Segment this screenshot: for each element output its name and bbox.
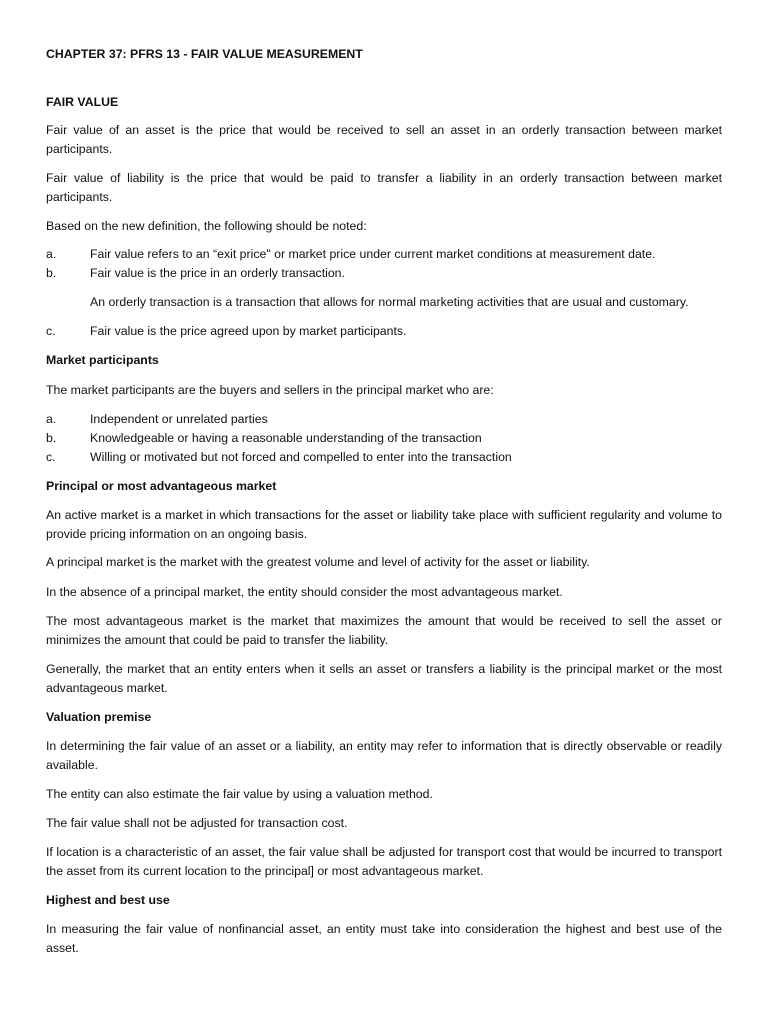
paragraph: If location is a characteristic of an asset, the fair value shall be adjusted for transport cost that would be incurred to transport the asset from its current location to the principal] or most advantageous market. <box>46 845 722 878</box>
page-title: CHAPTER 37: PFRS 13 - FAIR VALUE MEASUREMENT <box>46 47 363 61</box>
list-marker: a. <box>46 412 57 426</box>
paragraph: The market participants are the buyers and sellers in the principal market who are: <box>46 383 494 397</box>
list-marker: c. <box>46 324 56 338</box>
paragraph: A principal market is the market with the greatest volume and level of activity for the asset or liability. <box>46 555 590 569</box>
list-text: Willing or motivated but not forced and compelled to enter into the transaction <box>90 450 512 464</box>
list-text: Independent or unrelated parties <box>90 412 268 426</box>
paragraph: Fair value of liability is the price that would be paid to transfer a liability in an orderly transaction between market participants. <box>46 171 722 204</box>
list-marker: a. <box>46 247 57 261</box>
paragraph: Generally, the market that an entity enters when it sells an asset or transfers a liability is the principal market or the most advantageous market. <box>46 662 722 695</box>
section-heading-highest-best-use: Highest and best use <box>46 893 170 907</box>
list-text: Fair value is the price agreed upon by market participants. <box>90 324 407 338</box>
list-marker: b. <box>46 431 57 445</box>
paragraph: In the absence of a principal market, the entity should consider the most advantageous market. <box>46 585 563 599</box>
list-text: Fair value refers to an “exit price" or market price under current market conditions at measurement date. <box>90 247 656 261</box>
paragraph: The entity can also estimate the fair value by using a valuation method. <box>46 787 433 801</box>
section-heading-valuation-premise: Valuation premise <box>46 710 152 724</box>
list-marker: b. <box>46 266 57 280</box>
section-heading-fair-value: FAIR VALUE <box>46 95 119 109</box>
section-heading-principal-market: Principal or most advantageous market <box>46 479 277 493</box>
paragraph: Fair value of an asset is the price that would be received to sell an asset in an orderly transaction between market participants. <box>46 123 722 156</box>
list-text: Knowledgeable or having a reasonable understanding of the transaction <box>90 431 482 445</box>
indented-note: An orderly transaction is a transaction that allows for normal marketing activities that are usual and customary. <box>90 295 689 309</box>
paragraph: The fair value shall not be adjusted for transaction cost. <box>46 816 348 830</box>
paragraph: Based on the new definition, the following should be noted: <box>46 219 367 233</box>
paragraph: In determining the fair value of an asset or a liability, an entity may refer to information that is directly observable or readily available. <box>46 739 722 772</box>
paragraph: The most advantageous market is the market that maximizes the amount that would be received to sell the asset or minimizes the amount that could be paid to transfer the liability. <box>46 614 722 647</box>
list-text: Fair value is the price in an orderly transaction. <box>90 266 345 280</box>
section-heading-market-participants: Market participants <box>46 353 159 367</box>
paragraph: In measuring the fair value of nonfinancial asset, an entity must take into consideration the highest and best use of the asset. <box>46 922 722 955</box>
list-marker: c. <box>46 450 56 464</box>
paragraph: An active market is a market in which transactions for the asset or liability take place with sufficient regularity and volume to provide pricing information on an ongoing basis. <box>46 508 722 541</box>
